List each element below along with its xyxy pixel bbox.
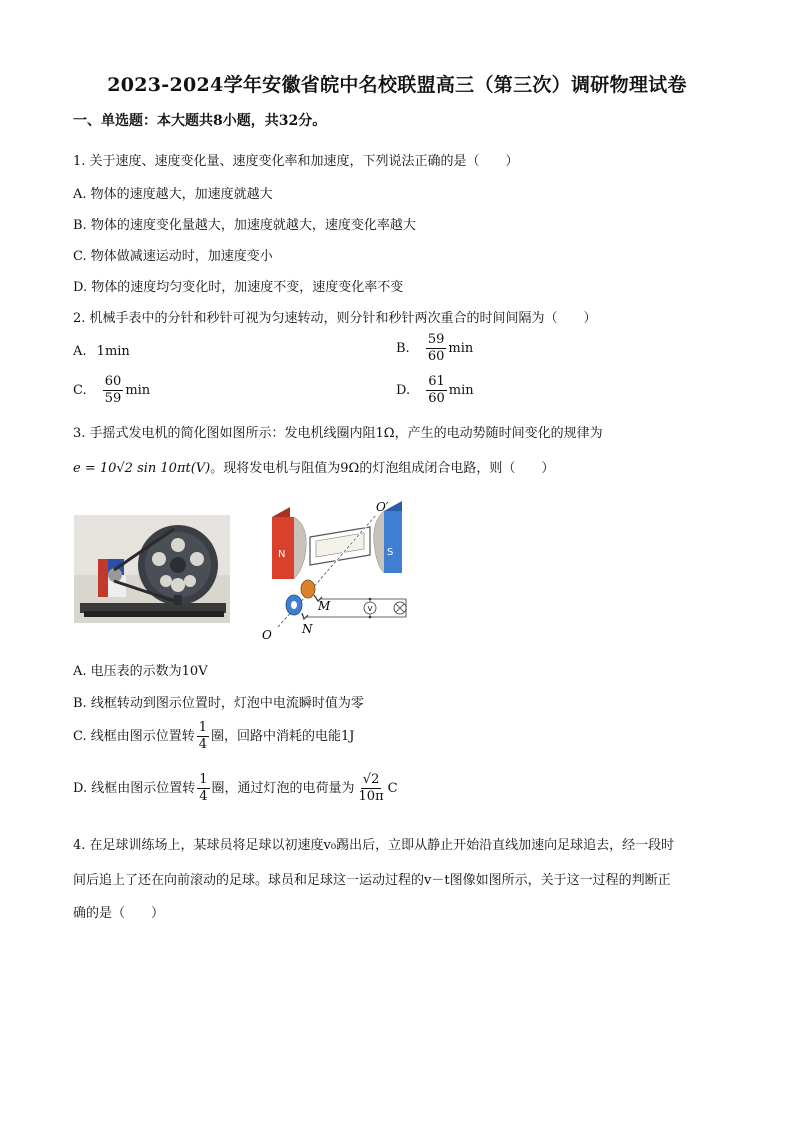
label-s-pole: S	[387, 547, 394, 558]
q3-d-quarter-den: 4	[199, 789, 208, 804]
q1-option-c: C. 物体做减速运动时，加速度变小	[73, 249, 273, 264]
q2-option-a-value: 1min	[96, 344, 130, 359]
q1-option-a: A. 物体的速度越大，加速度就越大	[73, 187, 273, 202]
q3-d-charge-num: √2	[362, 772, 380, 787]
label-m: M	[318, 599, 331, 613]
q3-option-c	[73, 720, 355, 753]
q2-b-numerator: 59	[427, 332, 445, 347]
q3-c-fraction	[197, 720, 209, 753]
generator-diagram	[258, 497, 418, 643]
q4-line3: 确的是（ ）	[73, 906, 165, 921]
q3-option-b: B. 线框转动到图示位置时，灯泡中电流瞬时值为零	[73, 696, 364, 711]
exam-title: 2023-2024学年安徽省皖中名校联盟高三（第三次）调研物理试卷	[107, 74, 687, 96]
q3-option-a: A. 电压表的示数为10V	[73, 664, 208, 679]
q3-option-d	[73, 772, 398, 805]
q2-c-unit: min	[125, 383, 151, 398]
q1-option-b: B. 物体的速度变化量越大，加速度就越大，速度变化率越大	[73, 218, 416, 233]
q3-c-pre: C. 线框由图示位置转	[73, 729, 195, 744]
q2-c-denominator: 59	[104, 391, 122, 406]
q3-emf-formula: e = 10√2 sin 10πt(V)	[73, 461, 211, 476]
q2-option-d-label: D.	[396, 383, 411, 398]
q2-option-c-label: C.	[73, 383, 87, 398]
q2-d-numerator: 61	[428, 374, 445, 389]
q3-c-num: 1	[198, 720, 208, 735]
q3-d-quarter-num: 1	[199, 772, 208, 787]
q4-line2: 间后追上了还在向前滚动的足球。球员和足球这一运动过程的v－t图像如图所示，关于这一过程的判断正	[73, 873, 671, 888]
q3-d-charge-den: 10π	[358, 789, 384, 804]
q2-option-a	[73, 344, 130, 359]
q3-c-den: 4	[198, 737, 208, 752]
q2-c-numerator: 60	[104, 374, 122, 389]
q2-option-b-fraction	[426, 332, 447, 365]
q2-option-b-label: B.	[396, 341, 410, 356]
q3-d-unit: C	[387, 781, 398, 796]
q2-option-d-fraction	[426, 374, 447, 407]
q3-d-quarter	[197, 772, 209, 805]
label-o: O	[262, 628, 272, 642]
q3-d-mid: 圈，通过灯泡的电荷量为	[211, 781, 355, 796]
q2-option-c	[73, 374, 150, 407]
label-n-brush: N	[302, 622, 313, 636]
q3-c-post: 圈，回路中消耗的电能1J	[211, 729, 355, 744]
q3-d-pre: D. 线框由图示位置转	[73, 781, 196, 796]
section-heading: 一、单选题：本大题共8小题，共32分。	[73, 113, 327, 129]
q2-d-unit: min	[448, 383, 474, 398]
q2-d-denominator: 60	[428, 391, 445, 406]
q4-line1: 4. 在足球训练场上，某球员将足球以初速度v₀踢出后，立即从静止开始沿直线加速向足球追去，经一段时	[73, 838, 675, 853]
q2-b-denominator: 60	[427, 349, 445, 364]
generator-photo	[74, 515, 230, 623]
q3-stem-tail: 。现将发电机与阻值为9Ω的灯泡组成闭合电路，则（ ）	[210, 461, 555, 476]
voltmeter-label: V	[367, 605, 373, 613]
label-n-pole: N	[278, 549, 286, 560]
q1-stem: 1. 关于速度、速度变化量、速度变化率和加速度，下列说法正确的是（ ）	[73, 154, 519, 169]
q3-d-charge	[357, 772, 386, 805]
q3-stem-line2	[73, 457, 554, 476]
q2-option-b	[396, 332, 473, 365]
q3-stem-line1: 3. 手摇式发电机的简化图如图所示：发电机线圈内阻1Ω，产生的电动势随时间变化的规律为	[73, 426, 603, 441]
magnet-n	[272, 517, 294, 579]
magnet-s	[384, 511, 402, 573]
q2-option-c-fraction	[103, 374, 124, 407]
q2-b-unit: min	[448, 341, 474, 356]
q2-option-d	[396, 374, 474, 407]
q2-option-a-label: A.	[73, 344, 87, 359]
q1-option-d: D. 物体的速度均匀变化时，加速度不变，速度变化率不变	[73, 280, 404, 295]
q2-stem: 2. 机械手表中的分针和秒针可视为匀速转动，则分针和秒针两次重合的时间间隔为（ ）	[73, 311, 597, 326]
label-o-prime: O′	[376, 500, 389, 514]
